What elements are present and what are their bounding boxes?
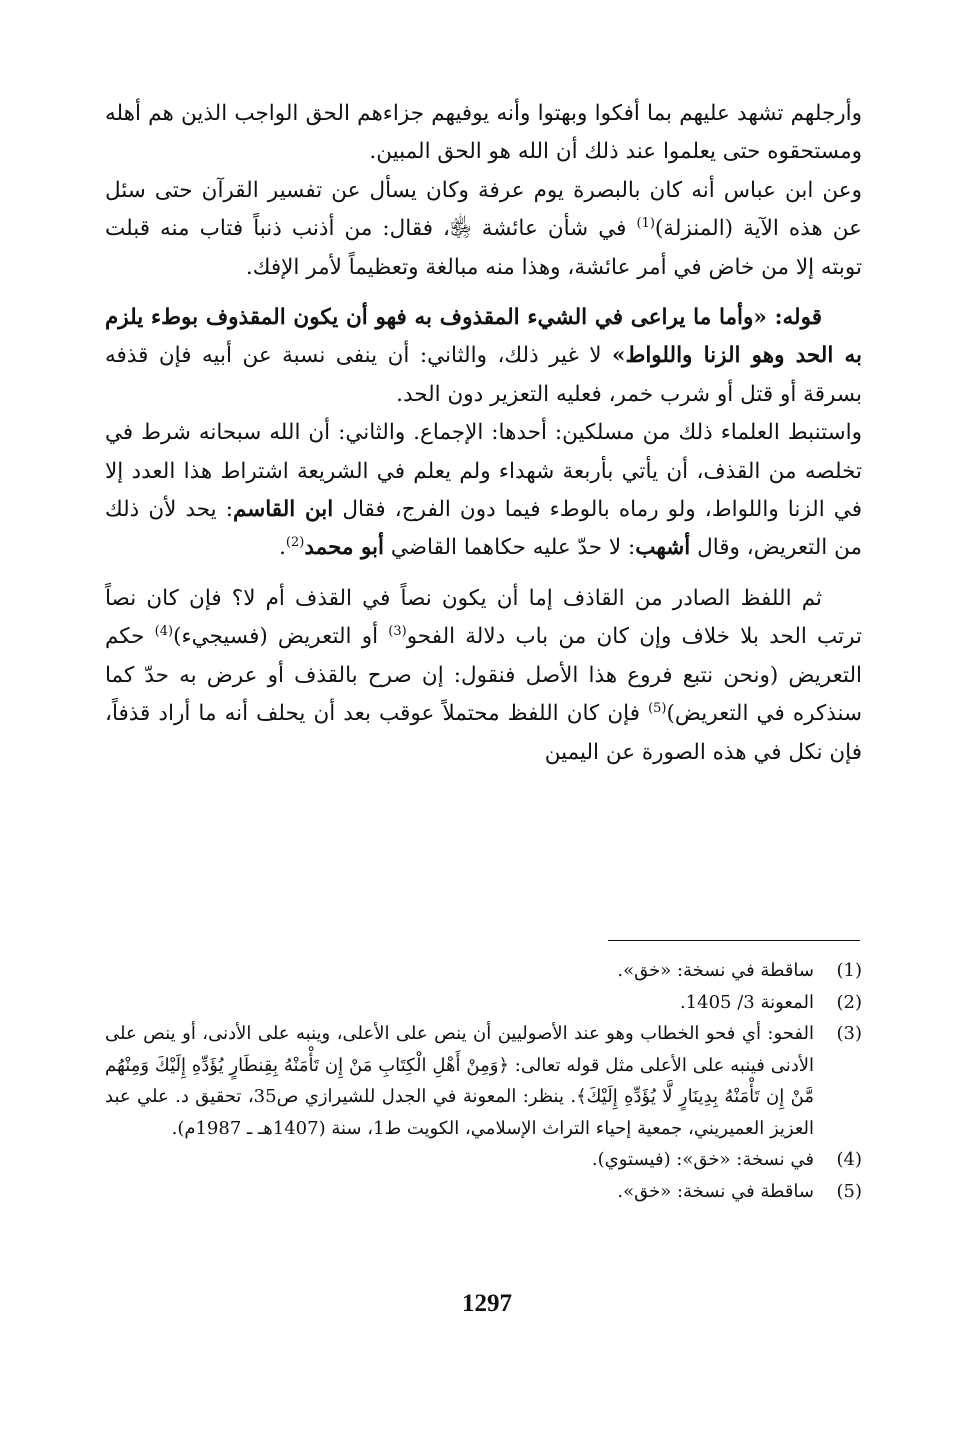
text-segment: : لا حدّ عليه حكاهما القاضي — [384, 535, 636, 561]
footnote-reference: (1) — [636, 216, 655, 232]
footnote-number: (1) — [836, 960, 862, 981]
bold-text: قوله: «وأما ما يراعى في الشيء المقذوف به فهو أن يكون المقذوف بوطء يلزم به الحد وهو الزنا واللواط» — [105, 305, 862, 369]
text-segment: أو التعريض (فسيجيء) — [173, 624, 389, 650]
text-segment: حكم التعريض (ونحن نتبع فروع هذا الأصل فنقول: إن صرح بالقذف أو عرض به حدّ كما سنذكره في التعريض) — [105, 624, 862, 727]
footnote-reference: (4) — [154, 624, 174, 640]
footnote-text: في نسخة: «خق»: (فيستوي). — [591, 1149, 814, 1170]
footnote-item — [105, 1144, 862, 1176]
bold-text: أشهب — [635, 535, 691, 561]
text-segment: فإن كان اللفظ محتملاً عوقب بعد أن يحلف أنه ما أراد قذفاً، فإن نكل في هذه الصورة عن اليمين — [105, 701, 862, 765]
text-segment: في شأن عائشة ﵂، فقال: من أذنب ذنباً فتاب منه قبلت توبته إلا من خاض في أمر عائشة، وهذا منه مبالغة وتعظيماً لأمر الإفك. — [105, 216, 862, 280]
footnote-text: الفحو: أي فحو الخطاب وهو عند الأصوليين أن ينص على الأعلى، وينبه على الأدنى، أو ينص على الأدنى فينبه على الأعلى مثل قوله تعالى: ﴿وَمِنْ أَهْلِ الْكِتَابِ مَنْ إِن تَأْمَنْهُ بِقِنطَارٍ يُؤَدِّهِ إِلَيْكَ وَمِنْهُم مَّنْ إِن تَأْمَنْهُ بِدِينَارٍ لَّا يُؤَدِّهِ إِلَيْكَ﴾. ينظر: المعونة في الجدل للشيرازي ص35، تحقيق د. علي عبد العزيز العميريني، جمعية إحياء التراث الإسلامي، الكويت ط1، سنة (1407هـ ـ 1987م). — [105, 1023, 814, 1139]
text-segment: لا غير ذلك، والثاني: أن ينفى نسبة عن أبيه فإن قذفه بسرقة أو قتل أو شرب خمر، فعليه التعزير دون الحد. — [105, 343, 862, 407]
text-segment: وعن ابن عباس أنه كان بالبصرة يوم عرفة وكان يسأل عن تفسير القرآن حتى سئل عن هذه الآية (المنزلة) — [105, 177, 863, 242]
footnote-item — [105, 987, 862, 1019]
footnote-item — [105, 1018, 862, 1144]
main-text — [105, 95, 862, 772]
text-segment: واستنبط العلماء ذلك من مسلكين: أحدها: الإجماع. والثاني: أن الله سبحانه شرط في تخلصه من القذف، أن يأتي بأربعة شهداء ولم يعلم في الشريعة اشتراط هذا العدد إلا في الزنا واللواط، ولو رماه بالوطء فيما دون الفرج، فقال — [105, 420, 862, 523]
footnote-reference: (2) — [285, 535, 305, 551]
footnote-number: (2) — [836, 991, 862, 1013]
paragraph-p5 — [105, 580, 862, 772]
footnotes — [105, 955, 862, 1207]
footnote-reference: (5) — [648, 700, 667, 716]
text-segment: ثم اللفظ الصادر من القاذف إما أن يكون نصاً في القذف أم لا؟ فإن كان نصاً ترتب الحد بلا خلاف وإن كان من باب دلالة الفحو — [105, 585, 862, 650]
text-segment: . — [279, 535, 286, 561]
footnote-text: المعونة 3/ 1405. — [679, 991, 814, 1013]
bold-text: ابن القاسم — [232, 497, 334, 523]
footnote-number: (5) — [836, 1180, 862, 1202]
footnote-reference: (3) — [388, 624, 407, 640]
text-segment: : يحد لأن ذلك من التعريض، وقال — [105, 497, 862, 561]
paragraph-p4 — [105, 414, 862, 568]
footnote-text: ساقطة في نسخة: «خق». — [617, 1180, 814, 1202]
bold-text: أبو محمد — [304, 535, 385, 561]
footnote-number: (3) — [836, 1023, 862, 1044]
page-number: 1297 — [462, 1290, 512, 1317]
paragraph-p3 — [105, 299, 862, 414]
paragraph-p2 — [105, 172, 862, 287]
footnote-item — [105, 955, 862, 987]
footnote-divider — [608, 940, 860, 941]
text-segment: وأرجلهم تشهد عليهم بما أفكوا وبهتوا وأنه يوفيهم جزاءهم الحق الواجب الذين هم أهله ومستحقوه حتى يعلموا عند ذلك أن الله هو الحق المبين. — [105, 101, 862, 165]
footnote-text: ساقطة في نسخة: «خق». — [617, 960, 814, 981]
footnote-number: (4) — [836, 1149, 862, 1170]
footnote-item — [105, 1176, 862, 1208]
paragraph-p1 — [105, 95, 862, 172]
